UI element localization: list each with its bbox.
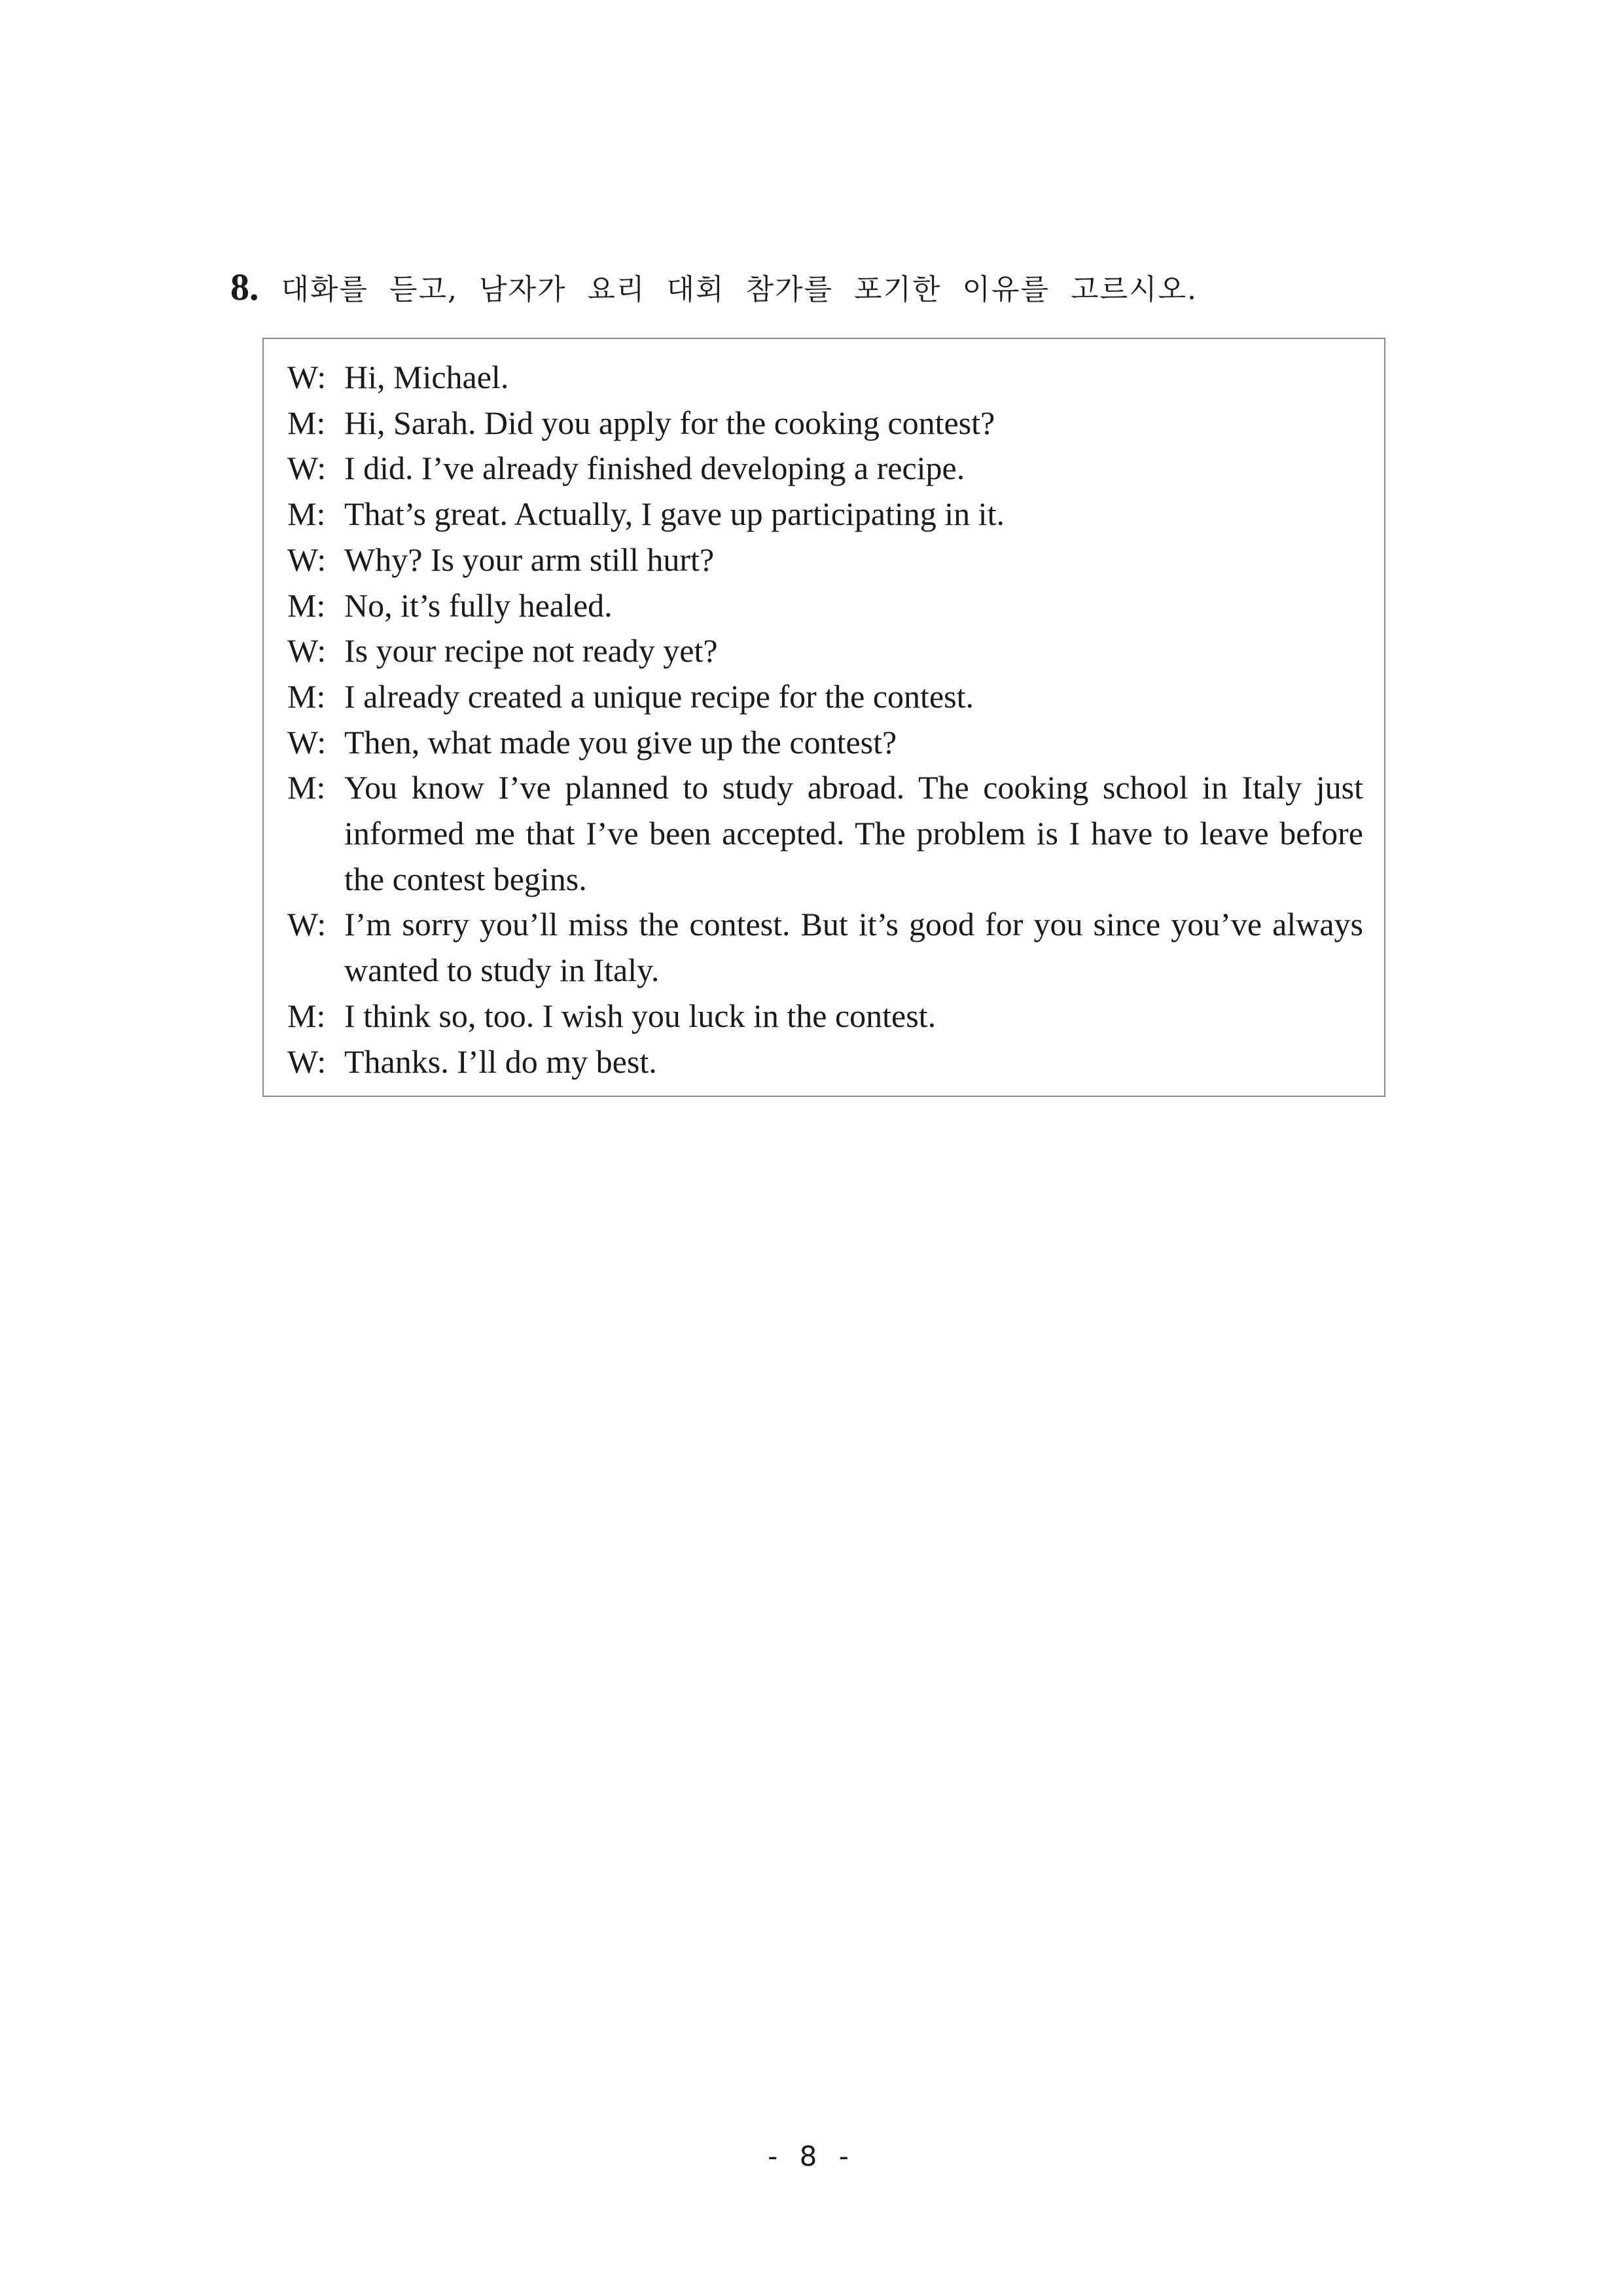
utterance-text: Is your recipe not ready yet? xyxy=(344,632,718,670)
dialogue-script-box xyxy=(262,338,1385,1097)
dialogue-line xyxy=(287,446,1363,492)
dialogue-line xyxy=(287,994,1363,1039)
dialogue-line xyxy=(287,1039,1363,1085)
dialogue-line xyxy=(287,355,1363,401)
speaker-label: M: xyxy=(287,769,326,806)
dialogue-line xyxy=(287,902,1363,993)
utterance-text: No, it’s fully healed. xyxy=(344,586,613,624)
speaker-label: W: xyxy=(287,450,327,487)
speaker-label: W: xyxy=(287,632,327,670)
speaker-label: W: xyxy=(287,359,327,395)
speaker-label: M: xyxy=(287,586,326,624)
dialogue-line xyxy=(287,765,1363,902)
utterance-text: You know I’ve planned to study abroad. The cooking school in Italy just informed me that I’ve been accepted. The problem is I have to leave before the contest begins. xyxy=(344,769,1363,897)
dialogue-line xyxy=(287,720,1363,766)
speaker-label: W: xyxy=(287,906,327,943)
page-number: - 8 - xyxy=(768,2140,855,2172)
utterance-text: Hi, Sarah. Did you apply for the cooking contest? xyxy=(344,404,995,441)
dialogue-lines xyxy=(287,355,1363,1085)
utterance-text: Why? Is your arm still hurt? xyxy=(344,541,715,578)
dialogue-line xyxy=(287,401,1363,446)
dialogue-line xyxy=(287,537,1363,583)
utterance-text: Hi, Michael. xyxy=(344,359,509,395)
utterance-text: I think so, too. I wish you luck in the contest. xyxy=(344,997,936,1034)
speaker-label: M: xyxy=(287,404,326,441)
dialogue-line xyxy=(287,583,1363,629)
utterance-text: I did. I’ve already finished developing a recipe. xyxy=(344,450,965,487)
speaker-label: M: xyxy=(287,677,326,715)
utterance-text: That’s great. Actually, I gave up participating in it. xyxy=(344,495,1005,533)
question-number: 8. xyxy=(230,265,259,308)
utterance-text: I already created a unique recipe for the contest. xyxy=(344,677,974,715)
dialogue-line xyxy=(287,492,1363,537)
speaker-label: M: xyxy=(287,997,326,1034)
utterance-text: Then, what made you give up the contest? xyxy=(344,723,897,761)
speaker-label: M: xyxy=(287,495,326,533)
utterance-text: I’m sorry you’ll miss the contest. But it’s good for you since you’ve always wanted to study in Italy. xyxy=(344,906,1363,989)
question-header xyxy=(230,260,1198,313)
speaker-label: W: xyxy=(287,1043,327,1080)
dialogue-line xyxy=(287,674,1363,720)
utterance-text: Thanks. I’ll do my best. xyxy=(344,1043,657,1080)
dialogue-line xyxy=(287,628,1363,674)
speaker-label: W: xyxy=(287,723,327,761)
speaker-label: W: xyxy=(287,541,327,578)
question-prompt: 대화를 듣고, 남자가 요리 대회 참가를 포기한 이유를 고르시오. xyxy=(281,273,1198,306)
